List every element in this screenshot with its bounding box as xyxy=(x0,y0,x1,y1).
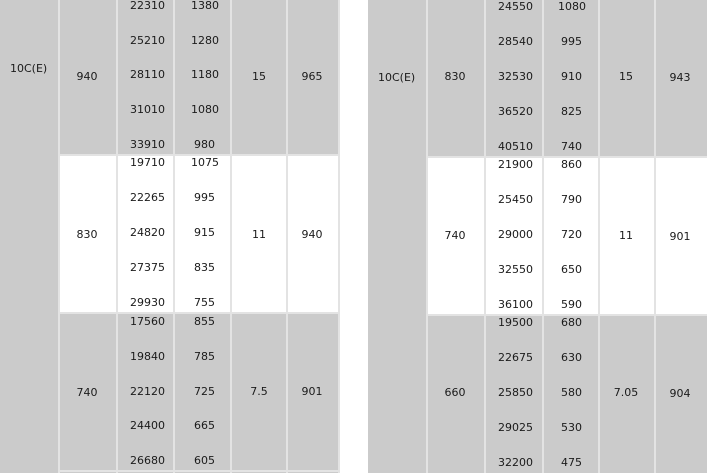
flow-cell: 785 xyxy=(194,350,215,363)
pressure-cell: 24820 xyxy=(130,226,165,239)
pressure-cell: 29000 xyxy=(498,228,533,241)
speed-cell: 943 xyxy=(669,71,691,84)
column-divider xyxy=(654,0,656,473)
flow-cell: 1080 xyxy=(191,103,219,116)
row-divider xyxy=(60,470,338,472)
flow-cell: 580 xyxy=(561,386,582,399)
flow-cell: 605 xyxy=(194,454,215,467)
speed-cell: 904 xyxy=(669,387,691,400)
pressure-cell: 26680 xyxy=(130,454,165,467)
pressure-cell: 32530 xyxy=(498,70,533,83)
flow-cell: 825 xyxy=(561,105,582,118)
pressure-cell: 22265 xyxy=(130,191,165,204)
pressure-cell: 32550 xyxy=(498,263,533,276)
flow-cell: 680 xyxy=(561,316,582,329)
pressure-cell: 19710 xyxy=(130,156,165,169)
pressure-cell: 25210 xyxy=(130,34,165,47)
column-divider xyxy=(598,0,600,473)
flow-cell: 915 xyxy=(194,226,215,239)
flow-cell: 995 xyxy=(194,191,215,204)
model-label: 10C(E) xyxy=(10,62,48,75)
pressure-cell: 22310 xyxy=(130,0,165,12)
left-table-panel xyxy=(0,0,340,473)
pressure-cell: 36100 xyxy=(498,298,533,311)
flow-cell: 755 xyxy=(194,296,215,309)
power-cell: 740 xyxy=(444,229,466,242)
pressure-cell: 22120 xyxy=(130,385,165,398)
column-divider xyxy=(426,0,428,473)
flow-cell: 740 xyxy=(561,140,582,153)
right-table-panel xyxy=(368,0,707,473)
pressure-cell: 27375 xyxy=(130,261,165,274)
pressure-cell: 21900 xyxy=(498,158,533,171)
flow-cell: 475 xyxy=(561,456,582,469)
column-divider xyxy=(484,0,486,473)
pressure-cell: 24550 xyxy=(498,0,533,13)
pressure-cell: 17560 xyxy=(130,315,165,328)
power-cell: 830 xyxy=(76,228,98,241)
flow-cell: 720 xyxy=(561,228,582,241)
column-divider xyxy=(542,0,544,473)
pressure-cell: 28540 xyxy=(498,35,533,48)
pressure-cell: 29025 xyxy=(498,421,533,434)
flow-cell: 1280 xyxy=(191,34,219,47)
column-divider xyxy=(230,0,232,473)
speed-cell: 965 xyxy=(301,70,323,83)
flow-cell: 1075 xyxy=(191,156,219,169)
column-divider xyxy=(116,0,118,473)
efficiency-cell: 11 xyxy=(619,229,633,242)
pressure-cell: 19840 xyxy=(130,350,165,363)
speed-cell: 901 xyxy=(301,385,323,398)
pressure-cell: 36520 xyxy=(498,105,533,118)
pressure-cell: 25450 xyxy=(498,193,533,206)
flow-cell: 910 xyxy=(561,70,582,83)
column-divider xyxy=(58,0,60,473)
row-divider xyxy=(60,312,338,314)
efficiency-cell: 15 xyxy=(619,70,633,83)
flow-cell: 995 xyxy=(561,35,582,48)
flow-cell: 1080 xyxy=(558,0,586,13)
efficiency-cell: 7.05 xyxy=(613,386,639,399)
efficiency-cell: 15 xyxy=(252,70,266,83)
speed-cell: 901 xyxy=(669,230,691,243)
speed-cell: 940 xyxy=(301,228,323,241)
pressure-cell: 33910 xyxy=(130,138,165,151)
column-divider xyxy=(338,0,340,473)
pressure-cell: 29930 xyxy=(130,296,165,309)
flow-cell: 835 xyxy=(194,261,215,274)
pressure-cell: 32200 xyxy=(498,456,533,469)
pressure-cell: 19500 xyxy=(498,316,533,329)
pressure-cell: 24400 xyxy=(130,419,165,432)
flow-cell: 1380 xyxy=(191,0,219,12)
pressure-cell: 40510 xyxy=(498,140,533,153)
flow-cell: 860 xyxy=(561,158,582,171)
pressure-cell: 25850 xyxy=(498,386,533,399)
pressure-cell: 31010 xyxy=(130,103,165,116)
flow-cell: 530 xyxy=(561,421,582,434)
power-cell: 660 xyxy=(444,386,466,399)
efficiency-cell: 7.5 xyxy=(250,385,268,398)
power-cell: 940 xyxy=(76,70,98,83)
pressure-cell: 28110 xyxy=(130,68,165,81)
flow-cell: 790 xyxy=(561,193,582,206)
flow-cell: 665 xyxy=(194,419,215,432)
power-cell: 830 xyxy=(444,70,466,83)
efficiency-cell: 11 xyxy=(252,228,266,241)
flow-cell: 630 xyxy=(561,351,582,364)
flow-cell: 855 xyxy=(194,315,215,328)
pressure-cell: 22675 xyxy=(498,351,533,364)
model-label: 10C(E) xyxy=(378,71,416,84)
column-divider xyxy=(173,0,175,473)
column-divider xyxy=(286,0,288,473)
flow-cell: 1180 xyxy=(191,68,219,81)
flow-cell: 650 xyxy=(561,263,582,276)
flow-cell: 590 xyxy=(561,298,582,311)
flow-cell: 725 xyxy=(194,385,215,398)
power-cell: 740 xyxy=(76,386,98,399)
flow-cell: 980 xyxy=(194,138,215,151)
